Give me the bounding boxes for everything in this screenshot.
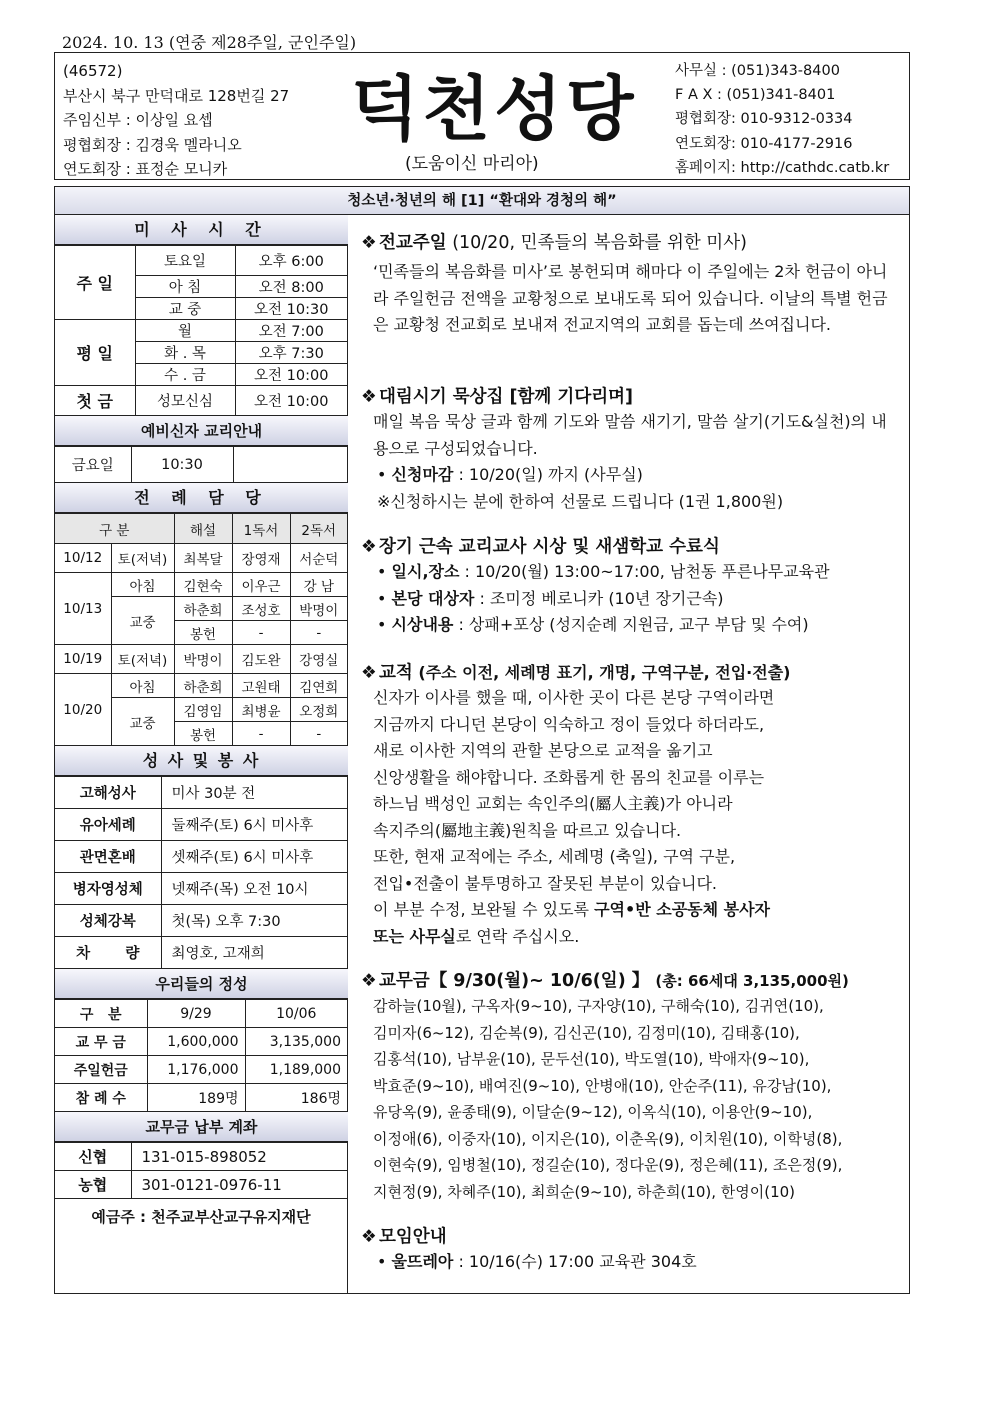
diamond-icon: ❖ [361,971,377,991]
diamond-icon: ❖ [361,663,377,683]
sacrament-name: 유아세례 [55,809,161,841]
meeting-section [361,1225,901,1276]
meeting-value: : 10/16(수) 17:00 교육관 304호 [453,1252,697,1271]
registry-section [361,661,901,950]
registry-line: 또는 사무실로 연락 주십시오. [373,926,580,946]
registry-subtitle: (주소 이전, 세례명 표기, 개명, 구역구분, 전입·전출) [412,663,791,682]
liturgy-cell: 김도완 [232,645,290,674]
account-holder: 예금주 : 천주교부산교구유지재단 [55,1199,348,1235]
liturgy-date: 10/12 [55,544,111,573]
liturgy-offertory: 봉헌 [174,722,232,746]
liturgy-slot: 토(저녁) [111,544,174,573]
dues-title: 교무금【 9/30(월)~ 10/6(일) 】 [379,971,650,991]
liturgy-col-division: 구 분 [55,514,174,544]
dues-line: 이정애(6), 이중자(10), 이지은(10), 이춘옥(9), 이치원(10), 이학녕(8), [373,1129,843,1148]
account-header: 교무금 납부 계좌 [55,1112,348,1142]
offering-col-date1: 9/29 [147,1000,245,1028]
catechumen-header: 예비신자 교리안내 [55,416,348,446]
morning-time: 오전 8:00 [235,276,348,298]
fax: F A X : (051)341-8401 [675,87,836,104]
dues-line: 지현정(9), 차혜주(10), 최희순(9~10), 하춘희(10), 한영이(10) [373,1182,796,1201]
offering-name: 교 무 금 [55,1028,147,1056]
advent-title: 대림시기 묵상집 [함께 기다리며] [379,387,634,407]
liturgy-header: 전 례 담 당 [55,483,348,513]
registry-line: 속지주의(屬地主義)원칙을 따르고 있습니다. [373,820,682,840]
offering-value: 3,135,000 [245,1028,348,1056]
dues-line: 박효준(9~10), 배여진(9~10), 안병애(10), 안순주(11), 유강남(10), [373,1076,832,1095]
mid-time: 오전 10:30 [235,298,348,320]
registry-line: 새로 이사한 지역의 관할 본당으로 교적을 옮기고 [373,741,713,760]
registry-line: 하느님 백성인 교회는 속인주의(屬人主義)가 아니라 [373,794,733,813]
advent-note: ※신청하시는 분에 한하여 선물로 드립니다 (1권 1,800원) [377,491,784,511]
mid-label: 교 중 [135,298,235,320]
offering-col-division: 구 분 [55,1000,147,1028]
first-fri-name: 성모신심 [135,386,235,416]
liturgy-cell: 김연희 [290,674,348,698]
liturgy-cell: - [290,722,348,746]
registry-title: 교적 [379,663,413,683]
sacrament-value: 셋째주(토) 6시 미사후 [161,841,348,873]
registry-line: 전입•전출이 불투명하고 잘못된 부분이 있습니다. [373,873,717,893]
dues-line: 유당옥(9), 윤종태(9), 이달순(9~12), 이옥식(10), 이용안(9~10), [373,1103,813,1121]
sacrament-name: 관면혼배 [55,841,161,873]
homepage: 홈페이지: http://cathdc.catb.kr [675,159,890,176]
pastor: 주임신부 : 이상일 요셉 [63,111,213,129]
liturgy-cell: - [232,722,290,746]
liturgy-cell: 고원태 [232,674,290,698]
award-line: • 시상내용 : 상패+포상 (성지순례 지원금, 교구 부담 및 수여) [377,615,809,634]
advent-section [361,385,901,515]
account-table [55,1142,348,1235]
sacrament-value: 첫(목) 오후 7:30 [161,905,348,937]
advent-deadline: • 신청마감 : 10/20(일) 까지 (사무실) [377,465,643,484]
advent-deadline-label: 신청마감 [391,465,454,484]
mass-times-header: 미 사 시 간 [55,215,348,245]
liturgy-slot: 아침 [111,674,174,698]
liturgy-offertory: 봉헌 [174,621,232,645]
liturgy-cell: 서순덕 [290,544,348,573]
header-box [54,52,910,180]
dues-section [361,969,901,1205]
sacrament-name: 성체강복 [55,905,161,937]
tue-label: 화 . 목 [135,342,235,364]
teacher-award-section [361,535,901,639]
offering-name: 참 례 수 [55,1084,147,1112]
offering-value: 1,600,000 [147,1028,245,1056]
zip-code: (46572) [63,62,123,80]
liturgy-cell: 김영임 [174,698,232,722]
liturgy-slot: 토(저녁) [111,645,174,674]
award-title: 장기 근속 교리교사 시상 및 새샘학교 수료식 [379,537,720,557]
account-number: 301-0121-0976-11 [131,1171,348,1199]
dues-total: (총: 66세대 3,135,000원) [655,972,849,990]
liturgy-cell: 오정희 [290,698,348,722]
liturgy-date: 10/20 [55,674,111,746]
theme-banner: 청소년·청년의 해 [1] “환대와 경청의 해” [55,187,909,215]
sacrament-value: 최영호, 고재희 [161,937,348,969]
registry-line: 지금까지 다니던 본당이 익숙하고 정이 들었다 하더라도, [373,714,765,734]
right-column [349,215,909,1294]
diamond-icon: ❖ [361,1227,377,1247]
liturgy-cell: 강영실 [290,645,348,674]
offering-name: 주일헌금 [55,1056,147,1084]
address: 부산시 북구 만덕대로 128번길 27 [63,86,290,105]
meeting-label: 울뜨레아 [391,1252,454,1271]
liturgy-col-reading2: 2독서 [290,514,348,544]
sacrament-value: 미사 30분 전 [161,777,348,809]
catechumen-day: 금요일 [55,447,131,483]
office-phone: 사무실 : (051)343-8400 [675,63,840,79]
offering-value: 189명 [147,1084,245,1112]
liturgy-cell: 최복달 [174,544,232,573]
wed-label: 수 . 금 [135,364,235,386]
offering-header: 우리들의 정성 [55,969,348,999]
weekday-label: 평 일 [55,320,135,386]
meeting-title: 모임안내 [379,1227,447,1247]
catechumen-table [55,446,348,483]
liturgy-date: 10/13 [55,573,111,645]
liturgy-slot: 아침 [111,573,174,597]
diamond-icon: ❖ [361,233,377,253]
liturgy-cell: 하춘희 [174,597,232,621]
mass-times-table [55,245,348,416]
offering-value: 186명 [245,1084,348,1112]
dues-line: 김홍석(10), 남부윤(10), 문두선(10), 박도열(10), 박애자(9~10), [373,1050,810,1068]
council-phone: 평협회장: 010-9312-0334 [675,111,853,128]
sacrament-name: 고해성사 [55,777,161,809]
liturgy-cell: 이우근 [232,573,290,597]
liturgy-cell: - [232,621,290,645]
offering-value: 1,189,000 [245,1056,348,1084]
wed-time: 오전 10:00 [235,364,348,386]
liturgy-cell: 김현숙 [174,573,232,597]
award-value: : 조미정 베로니카 (10년 장기근속) [474,588,724,608]
diamond-icon: ❖ [361,537,377,557]
liturgy-col-reading1: 1독서 [232,514,290,544]
liturgy-cell: 박명이 [174,645,232,674]
senior-phone: 연도회장: 010-4177-2916 [675,135,853,152]
dues-line: 감하늘(10월), 구옥자(9~10), 구자양(10), 구해숙(10), 김귀연(10), [373,997,824,1015]
offering-value: 1,176,000 [147,1056,245,1084]
sacrament-table [55,776,348,969]
advent-deadline-value: : 10/20(일) 까지 (사무실) [453,465,643,484]
account-bank: 농협 [55,1171,131,1199]
sat-time: 오후 6:00 [235,246,348,276]
tue-time: 오후 7:30 [235,342,348,364]
main-frame [54,186,910,1294]
sacrament-header: 성 사 및 봉 사 [55,746,348,776]
award-value: : 상패+포상 (성지순례 지원금, 교구 부담 및 수여) [453,615,809,634]
registry-line: 이 부분 수정, 보완될 수 있도록 구역•반 소공동체 봉사자 [373,900,771,919]
sunday-label: 주 일 [55,246,135,320]
award-label: 본당 대상자 [391,588,475,608]
parish-subtitle: (도움이신 마리아) [405,154,539,174]
award-label: 시상내용 [391,615,454,634]
liturgy-slot: 교중 [111,597,174,645]
mission-sunday-section [361,231,901,339]
mission-subtitle: (10/20, 민족들의 복음화를 위한 미사) [446,233,747,253]
liturgy-slot: 교중 [111,698,174,746]
first-fri-label: 첫 금 [55,386,135,416]
catechumen-time: 10:30 [131,447,233,483]
liturgy-cell: 최병윤 [232,698,290,722]
account-number: 131-015-898052 [131,1143,348,1171]
mon-time: 오전 7:00 [235,320,348,342]
liturgy-cell: 장영재 [232,544,290,573]
first-fri-time: 오전 10:00 [235,386,348,416]
liturgy-cell: - [290,621,348,645]
meeting-line: • 울뜨레아 : 10/16(수) 17:00 교육관 304호 [377,1252,697,1271]
account-bank: 신협 [55,1143,131,1171]
registry-line: 신앙생활을 해야합니다. 조화롭게 한 몸의 친교를 이루는 [373,767,765,787]
mission-title: 전교주일 [379,233,447,253]
dues-line: 김미자(6~12), 김순복(9), 김신곤(10), 김정미(10), 김태홍(10), [373,1023,800,1042]
sat-label: 토요일 [135,246,235,276]
advent-body: 매일 복음 묵상 글과 함께 기도와 말씀 새기기, 말씀 살기(기도&실천)의 내용으로 구성되었습니다. [373,412,887,458]
header-left-info [63,59,289,182]
morning-label: 아 침 [135,276,235,298]
award-label: 일시,장소 [391,562,460,581]
sacrament-name: 병자영성체 [55,873,161,905]
offering-col-date2: 10/06 [245,1000,348,1028]
diamond-icon: ❖ [361,387,377,407]
mon-label: 월 [135,320,235,342]
mission-body: ‘민족들의 복음화를 미사’로 봉헌되며 해마다 이 주일에는 2차 헌금이 아니라 주일헌금 전액을 교황청으로 보내도록 되어 있습니다. 이날의 특별 헌금은 교황청 전교회로 보내져 전교지역의 교회를 돕는데 쓰여집니다. [373,262,888,334]
senior-president: 연도회장 : 표정순 모니카 [63,160,228,178]
liturgy-table [55,513,348,746]
liturgy-date: 10/19 [55,645,111,674]
sacrament-name: 차 량 [55,937,161,969]
award-line: • 본당 대상자 : 조미정 베로니카 (10년 장기근속) [377,588,724,608]
offering-table [55,999,348,1112]
sacrament-value: 넷째주(목) 오전 10시 [161,873,348,905]
dues-line: 이현숙(9), 임병철(10), 정길순(10), 정다운(9), 정은혜(11), 조은정(9), [373,1156,843,1174]
liturgy-cell: 조성호 [232,597,290,621]
registry-line: 신자가 이사를 했을 때, 이사한 곳이 다른 본당 구역이라면 [373,688,775,707]
council-president: 평협회장 : 김경욱 멜라니오 [63,135,242,154]
liturgy-cell: 하춘희 [174,674,232,698]
parish-title: 덕천성당 [351,68,638,150]
liturgy-cell: 강 남 [290,573,348,597]
award-line: • 일시,장소 : 10/20(월) 13:00~17:00, 남천동 푸른나무교육관 [377,562,830,581]
bulletin-date: 2024. 10. 13 (연중 제28주일, 군인주일) [62,33,357,52]
award-value: : 10/20(월) 13:00~17:00, 남천동 푸른나무교육관 [459,562,830,581]
registry-line: 또한, 현재 교적에는 주소, 세례명 (축일), 구역 구분, [373,847,736,866]
liturgy-col-commentary: 해설 [174,514,232,544]
left-column [55,215,348,1294]
sacrament-value: 둘째주(토) 6시 미사후 [161,809,348,841]
header-contacts [675,59,889,180]
liturgy-cell: 박명이 [290,597,348,621]
